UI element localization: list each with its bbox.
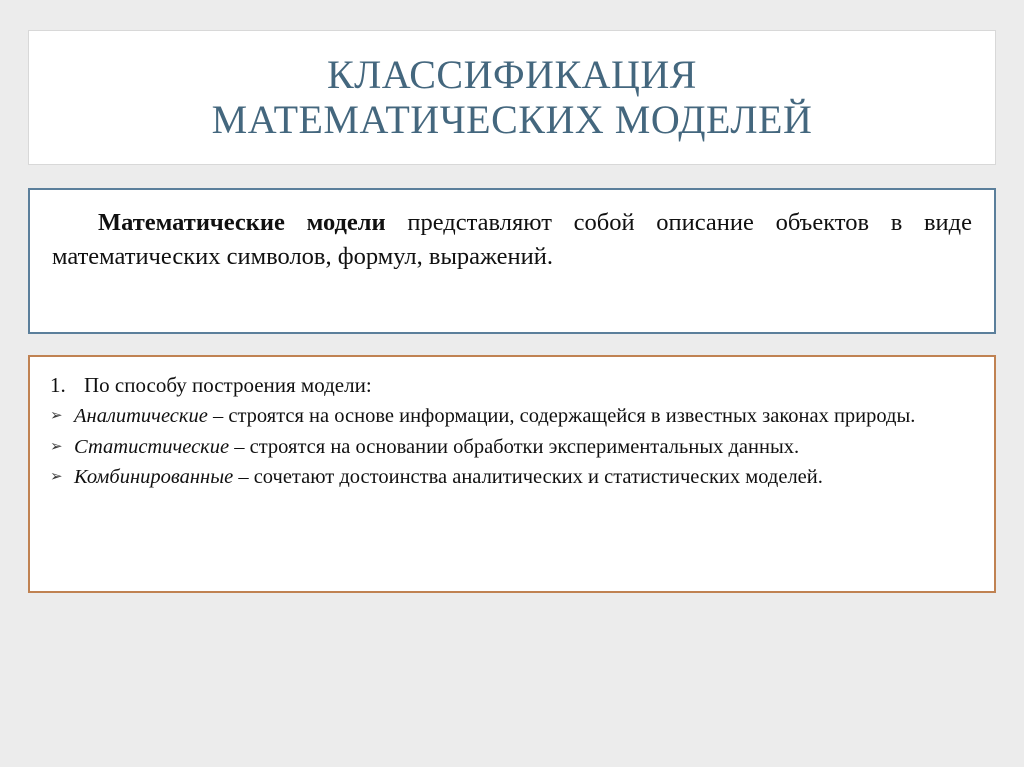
list-item-term: Комбинированные [74,465,234,488]
title-line-1: КЛАССИФИКАЦИЯ [327,51,697,97]
arrow-bullet-icon: ➢ [50,466,63,485]
list-item-text: – строятся на основе информации, содержащейся в известных законах природы. [207,405,916,428]
list-item-body [74,464,974,491]
list-item-text: – сочетают достоинства аналитических и статистических моделей. [233,465,823,488]
arrow-bullet-icon: ➢ [50,436,63,455]
title-block [28,30,996,165]
list-heading-number: 1. [50,373,66,397]
definition-term: Математические модели [98,209,386,236]
list-item-body [74,434,974,461]
list-item [44,434,974,461]
list-item-body [74,403,974,430]
list-heading [44,371,974,399]
page-title [192,53,833,143]
list-item [44,464,974,491]
title-line-2: МАТЕМАТИЧЕСКИХ МОДЕЛЕЙ [211,96,813,142]
list-item-text: – строятся на основании обработки экспериментальных данных. [229,435,800,458]
classification-block [28,355,996,593]
definition-block [28,188,996,334]
list-item-term: Аналитические [74,405,208,428]
definition-paragraph [52,206,972,274]
list-item-term: Статистические [74,435,230,458]
list-heading-text: По способу построения модели: [84,373,372,397]
arrow-bullet-icon: ➢ [50,406,63,425]
definition-body: представляют собой описание объектов в виде математических символов, формул, выражений. [52,209,972,270]
list-item [44,403,974,430]
